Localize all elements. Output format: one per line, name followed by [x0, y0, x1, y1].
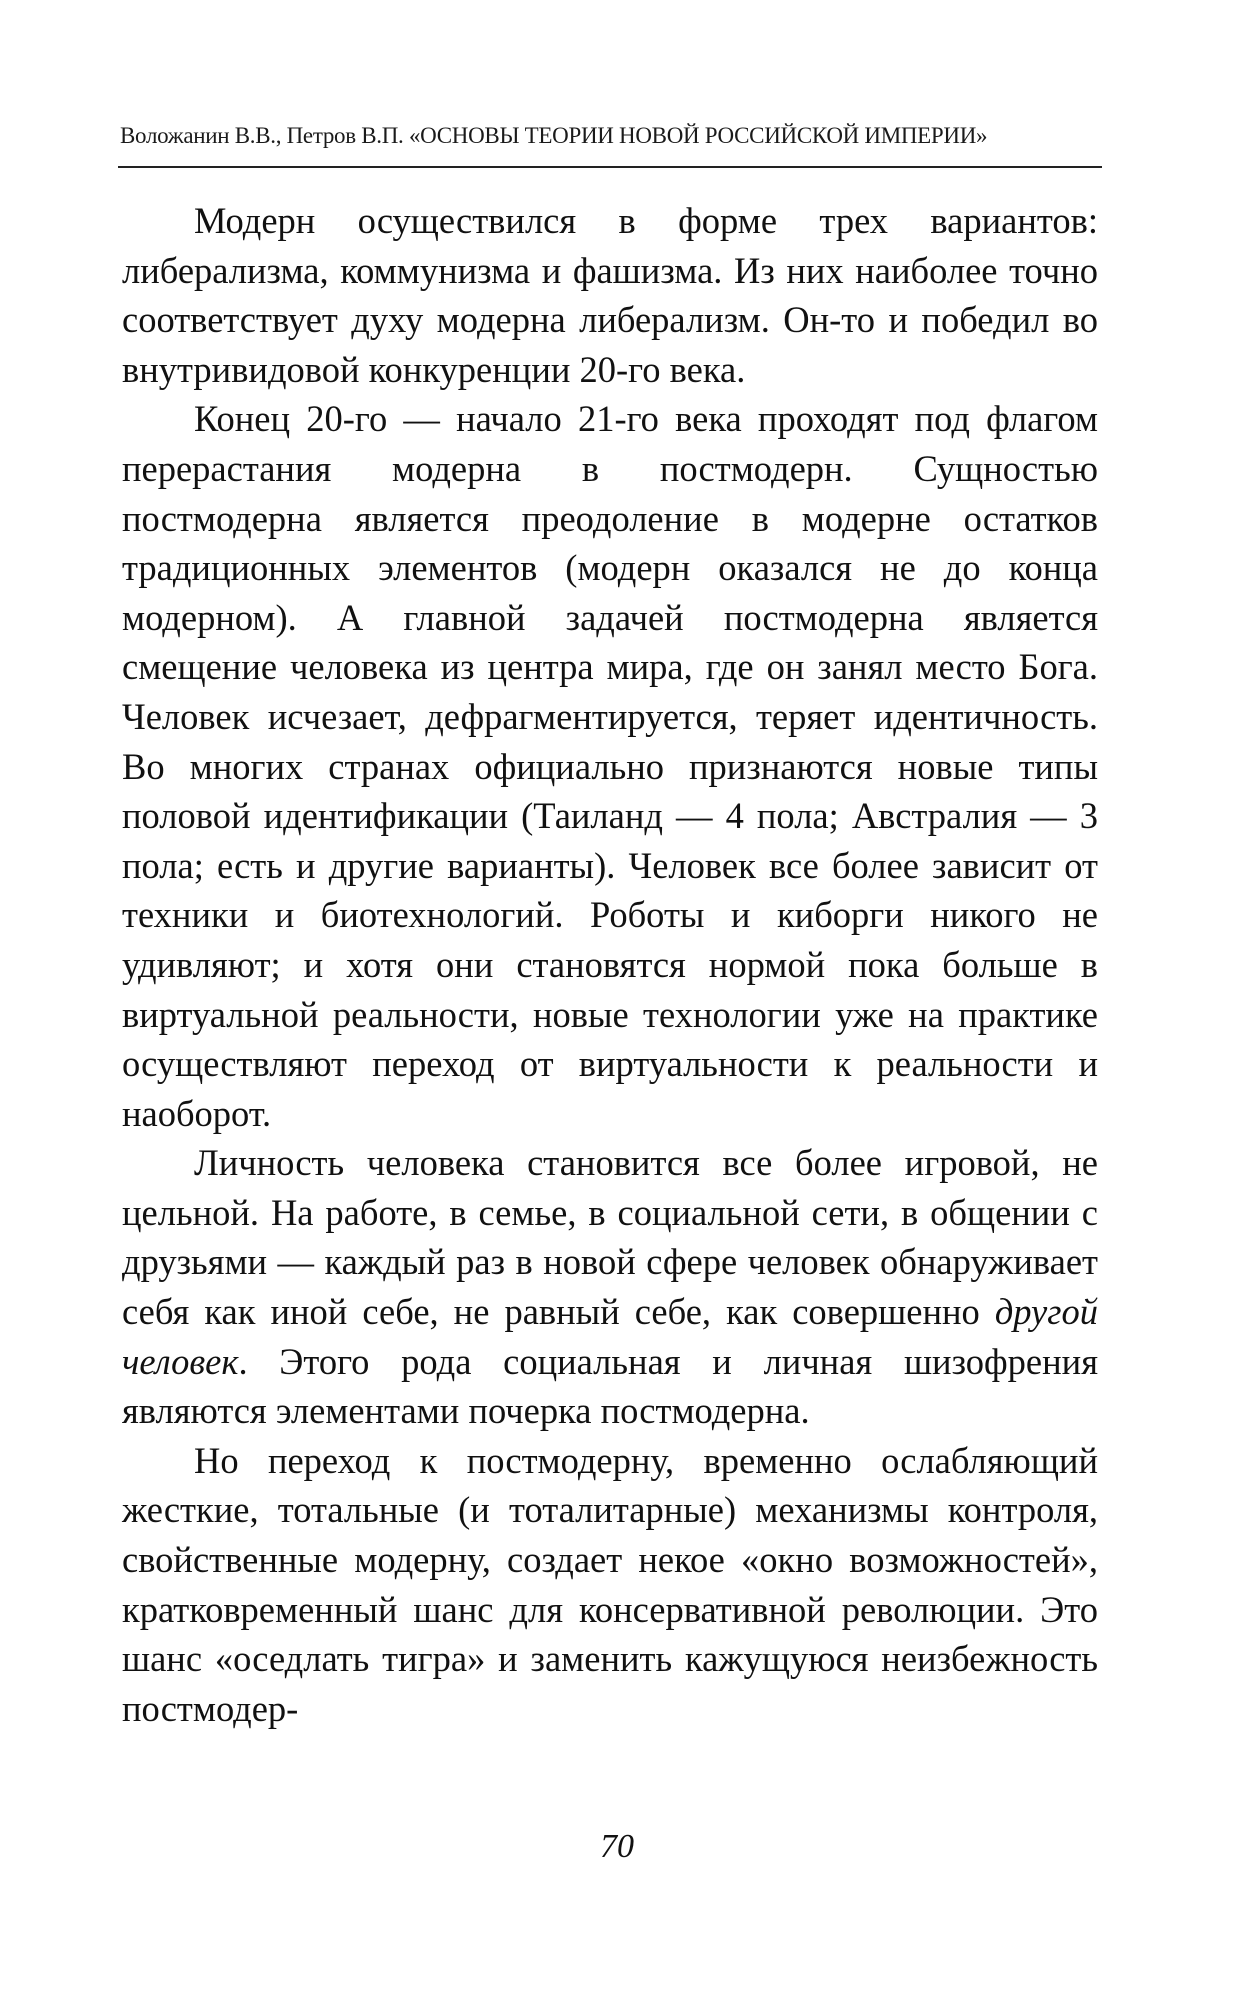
paragraph-4: Но переход к постмодерну, временно ослабляющий жесткие, тотальные (и тоталитарные) механизмы контроля, свойственные модерну, создает некое «окно возможностей», кратковременный шанс для консервативной революции. Это шанс «оседлать тигра» и заменить кажущуюся неизбежность постмодер- — [122, 1439, 1098, 1729]
page-number: 70 — [600, 1828, 634, 1865]
running-header: Воложанин В.В., Петров В.П. «ОСНОВЫ ТЕОРИИ НОВОЙ РОССИЙСКОЙ ИМПЕРИИ» — [120, 123, 988, 148]
body-text — [122, 196, 1098, 1733]
paragraph-1: Модерн осуществился в форме трех вариантов: либерализма, коммунизма и фашизма. Из них наиболее точно соответствует духу модерна либерализм. Он-то и победил во внутривидовой конкуренции 20-го века. — [122, 200, 1098, 390]
paragraph-3 — [122, 1138, 1098, 1436]
italic-emphasis: другой человек — [122, 1291, 1098, 1382]
header-rule — [118, 166, 1102, 168]
paragraph-3-end: . Этого рода социальная и личная шизофрения являются элементами почерка постмодерна. — [122, 1340, 1098, 1432]
paragraph-2: Конец 20-го — начало 21-го века проходят под флагом перерастания модерна в постмодерн. Сущностью постмодерна является преодоление в модерне остатков традиционных элементов (модерн оказался не до конца модерном). А главной задачей постмодерна является смещение человека из центра мира, где он занял место Бога. Человек исчезает, дефрагментируется, теряет идентичность. Во многих странах официально признаются новые типы половой идентификации (Таиланд — 4 пола; Австралия — 3 пола; есть и другие варианты). Человек все более зависит от техники и биотехнологий. Роботы и киборги никого не удивляют; и хотя они становятся нормой пока больше в виртуальной реальности, новые технологии уже на практике осуществляют переход от виртуальности к реальности и наоборот. — [122, 398, 1098, 1134]
paragraph-3-start: Личность человека становится все более игровой, не цельной. На работе, в семье, в социальной сети, в общении с друзьями — каждый раз в новой сфере человек обнаруживает себя как иной себе, не равный себе, как совершенно — [122, 1142, 1098, 1333]
